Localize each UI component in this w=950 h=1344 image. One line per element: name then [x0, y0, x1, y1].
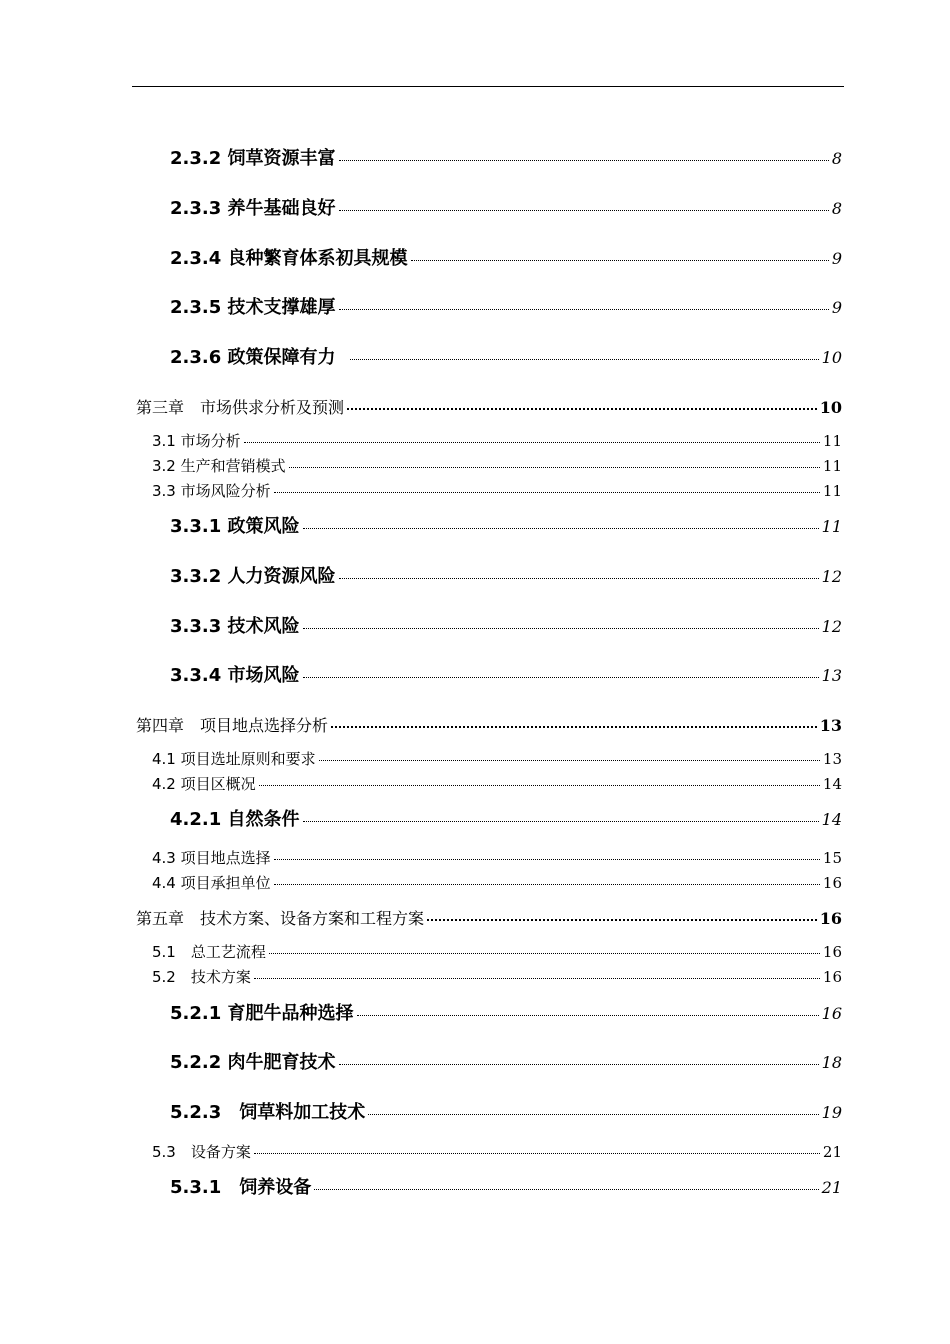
dot-leader — [303, 628, 819, 629]
toc-label: 2.3.5 技术支撑雄厚 — [170, 297, 336, 318]
dot-leader — [339, 309, 829, 310]
toc-label: 第五章 技术方案、设备方案和工程方案 — [136, 909, 425, 928]
toc-page-number: 14 — [821, 810, 842, 829]
toc-label: 3.3 市场风险分析 — [152, 482, 271, 500]
toc-label: 5.1 总工艺流程 — [152, 943, 266, 961]
dot-leader — [303, 528, 819, 529]
toc-page-number: 16 — [822, 968, 842, 986]
toc-page-number: 11 — [822, 482, 842, 500]
dot-leader — [314, 1189, 818, 1190]
toc-label: 3.1 市场分析 — [152, 432, 241, 450]
toc-chapter-entry[interactable] — [136, 906, 842, 929]
toc-entry[interactable] — [170, 512, 842, 538]
dot-leader — [319, 760, 820, 761]
toc-chapter-entry[interactable] — [136, 395, 842, 418]
toc-label: 第四章 项目地点选择分析 — [136, 716, 329, 735]
dot-leader — [244, 442, 820, 443]
toc-page-number: 10 — [819, 398, 842, 417]
toc-page-number: 21 — [821, 1178, 842, 1197]
toc-label: 4.4 项目承担单位 — [152, 874, 271, 892]
toc-entry[interactable] — [152, 455, 842, 476]
toc-entry[interactable] — [170, 562, 842, 588]
toc-label: 5.3 设备方案 — [152, 1143, 251, 1161]
dot-leader — [411, 260, 829, 261]
toc-label: 2.3.4 良种繁育体系初具规模 — [170, 248, 408, 269]
toc-entry[interactable] — [152, 872, 842, 893]
toc-page-number: 12 — [821, 567, 842, 586]
dot-leader — [339, 1064, 819, 1065]
dot-leader — [339, 578, 819, 579]
toc-entry[interactable] — [152, 847, 842, 868]
toc-entry[interactable] — [152, 748, 842, 769]
toc-label: 4.2 项目区概况 — [152, 775, 256, 793]
toc-page-number: 8 — [831, 199, 842, 218]
toc-label: 2.3.2 饲草资源丰富 — [170, 148, 336, 169]
toc-entry[interactable] — [170, 293, 842, 319]
toc-label: 5.3.1 饲养设备 — [170, 1177, 312, 1198]
dot-leader — [339, 160, 829, 161]
toc-label: 3.3.4 市场风险 — [170, 665, 300, 686]
toc-page-number: 14 — [822, 775, 842, 793]
toc-entry[interactable] — [170, 805, 842, 831]
toc-label: 4.2.1 自然条件 — [170, 809, 300, 830]
toc-page-number: 13 — [821, 666, 842, 685]
dot-leader — [427, 919, 817, 921]
toc-page-number: 19 — [821, 1103, 842, 1122]
toc-entry[interactable] — [170, 194, 842, 220]
toc-page-number: 15 — [822, 849, 842, 867]
toc-label: 5.2.3 饲草料加工技术 — [170, 1102, 366, 1123]
toc-page-number: 16 — [822, 943, 842, 961]
toc-label: 3.2 生产和营销模式 — [152, 457, 286, 475]
dot-leader — [331, 726, 817, 728]
dot-leader — [303, 677, 819, 678]
toc-page-number: 11 — [822, 457, 842, 475]
toc-entry[interactable] — [152, 966, 842, 987]
toc-page-number: 16 — [821, 1004, 842, 1023]
toc-label: 3.3.3 技术风险 — [170, 616, 300, 637]
toc-label: 5.2.2 肉牛肥育技术 — [170, 1052, 336, 1073]
toc-label: 2.3.3 养牛基础良好 — [170, 198, 336, 219]
toc-page-number: 10 — [821, 348, 842, 367]
toc-entry[interactable] — [170, 661, 842, 687]
toc-entry[interactable] — [170, 1098, 842, 1124]
dot-leader — [339, 210, 829, 211]
toc-page-number: 16 — [819, 909, 842, 928]
toc-page-number: 9 — [831, 249, 842, 268]
toc-label: 4.3 项目地点选择 — [152, 849, 271, 867]
dot-leader — [259, 785, 820, 786]
toc-page-number: 8 — [831, 149, 842, 168]
toc-page-number: 9 — [831, 298, 842, 317]
toc-label: 3.3.2 人力资源风险 — [170, 566, 336, 587]
dot-leader — [289, 467, 820, 468]
toc-page-number: 16 — [822, 874, 842, 892]
toc-page-number: 18 — [821, 1053, 842, 1072]
toc-label: 2.3.6 政策保障有力 — [170, 347, 336, 368]
toc-entry[interactable] — [170, 144, 842, 170]
toc-entry[interactable] — [170, 244, 842, 270]
toc-label: 4.1 项目选址原则和要求 — [152, 750, 316, 768]
dot-leader — [347, 408, 817, 410]
dot-leader — [350, 359, 819, 360]
toc-page-number: 21 — [822, 1143, 842, 1161]
dot-leader — [357, 1015, 819, 1016]
toc-page-number: 13 — [819, 716, 842, 735]
toc-label: 第三章 市场供求分析及预测 — [136, 398, 345, 417]
dot-leader — [303, 821, 819, 822]
toc-entry[interactable] — [170, 1048, 842, 1074]
toc-label: 5.2.1 育肥牛品种选择 — [170, 1003, 354, 1024]
dot-leader — [274, 884, 820, 885]
dot-leader — [274, 492, 820, 493]
toc-entry[interactable] — [170, 999, 842, 1025]
toc-entry[interactable] — [152, 941, 842, 962]
toc-page-number: 11 — [821, 517, 842, 536]
dot-leader — [274, 859, 820, 860]
toc-page-number: 11 — [822, 432, 842, 450]
toc-entry[interactable] — [152, 480, 842, 501]
toc-page-number: 13 — [822, 750, 842, 768]
toc-label: 5.2 技术方案 — [152, 968, 251, 986]
toc-entry[interactable] — [170, 1173, 842, 1199]
toc-chapter-entry[interactable] — [136, 713, 842, 736]
toc-entry[interactable] — [152, 773, 842, 794]
header-rule — [132, 86, 844, 87]
toc-entry[interactable] — [152, 1141, 842, 1162]
toc-label: 3.3.1 政策风险 — [170, 516, 300, 537]
dot-leader — [368, 1114, 818, 1115]
toc-entry[interactable] — [170, 343, 842, 369]
toc-entry[interactable] — [152, 430, 842, 451]
dot-leader — [269, 953, 820, 954]
dot-leader — [254, 1153, 820, 1154]
dot-leader — [254, 978, 820, 979]
toc-entry[interactable] — [170, 612, 842, 638]
toc-page-number: 12 — [821, 617, 842, 636]
